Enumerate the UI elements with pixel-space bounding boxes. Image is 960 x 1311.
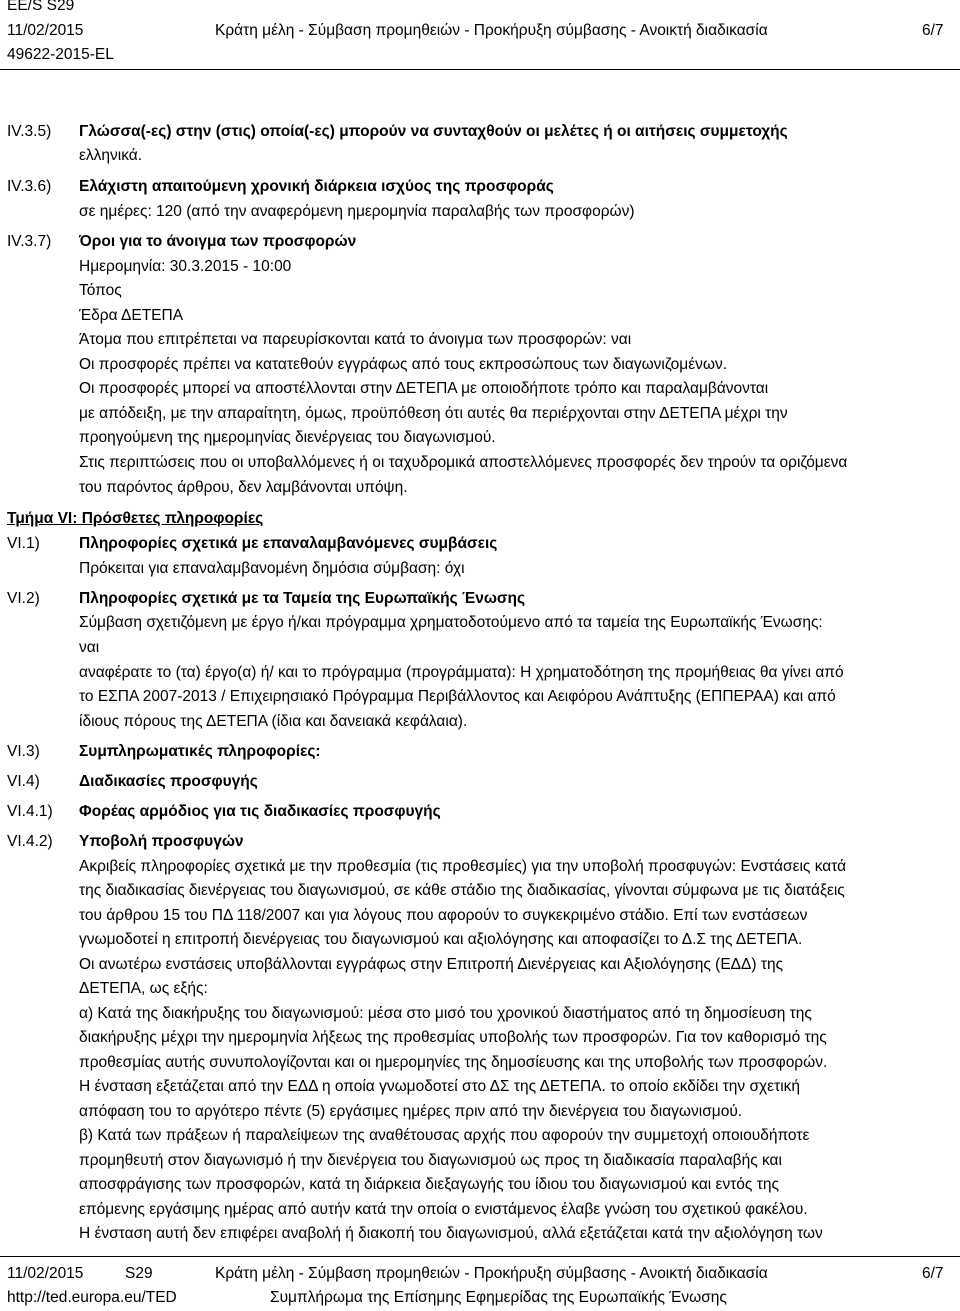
section-title-additional-info: Συμπληρωματικές πληροφορίες: xyxy=(79,743,321,760)
recurrent-value: Πρόκειται για επαναλαμβανομένη δημόσια σύμβαση: όχι xyxy=(79,560,465,577)
appeals-line: Η ένσταση αυτή δεν επιφέρει αναβολή ή διακοπή του διαγωνισμού, αλλά εξετάζεται κατά την αξιολόγηση των xyxy=(79,1225,823,1242)
appeals-line: του άρθρου 15 του ΠΔ 118/2007 και για λόγους που αφορούν το συγκεκριμένο στάδιο. Επί των ενστάσεων xyxy=(79,907,808,924)
section-number-iv-3-7: IV.3.7) xyxy=(7,233,52,250)
appeals-line: αποσφράγισης των προσφορών, κατά τη διάρκεια διεξαγωγής του ίδιου του διαγωνισμού και εντός της xyxy=(79,1176,779,1193)
page-header xyxy=(0,0,960,70)
appeals-line: ΔΕΤΕΠΑ, ως εξής: xyxy=(79,980,208,997)
opening-line: Άτομα που επιτρέπεται να παρευρίσκονται κατά το άνοιγμα των προσφορών: ναι xyxy=(79,331,632,348)
footer-divider xyxy=(0,1256,960,1257)
eu-funds-line: το ΕΣΠΑ 2007-2013 / Επιχειρησιακό Πρόγραμμα Περιβάλλοντος και Αειφόρου Ανάπτυξης (ΕΠΠΕΡΑΑ) και από xyxy=(79,688,836,705)
appeals-line: απόφαση του το αργότερο πέντε (5) εργάσιμες ημέρες πριν από την διενέργεια του διαγωνισμού. xyxy=(79,1103,743,1120)
section-number-vi-4: VI.4) xyxy=(7,773,40,790)
section-title-eu-funds: Πληροφορίες σχετικά με τα Ταμεία της Ευρωπαϊκής Ένωσης xyxy=(79,590,526,607)
validity-value: σε ημέρες: 120 (από την αναφερόμενη ημερομηνία παραλαβής των προσφορών) xyxy=(79,203,635,220)
opening-line: με απόδειξη, με την απαραίτητη, όμως, προϋπόθεση ότι αυτές θα περιέρχονται στην ΔΕΤΕΠΑ μέχρι την xyxy=(79,405,788,422)
footer-title: Κράτη μέλη - Σύμβαση προμηθειών - Προκήρυξη σύμβασης - Ανοικτή διαδικασία xyxy=(215,1265,768,1282)
opening-line: Ημερομηνία: 30.3.2015 - 10:00 xyxy=(79,258,292,275)
section-number-vi-4-2: VI.4.2) xyxy=(7,833,53,850)
header-page-number: 6/7 xyxy=(922,22,944,39)
appeals-line: προμηθευτή στον διαγωνισμό ή την διενέργεια του διαγωνισμού ως προς τη διαδικασία παραλαβής και xyxy=(79,1152,782,1169)
eu-funds-line: αναφέρατε το (τα) έργο(α) ή/ και το πρόγραμμα (προγράμματα): Η χρηματοδότηση της προμήθειας θα γίνει από xyxy=(79,664,844,681)
footer-url[interactable]: http://ted.europa.eu/TED xyxy=(7,1289,177,1306)
section-number-vi-1: VI.1) xyxy=(7,535,40,552)
header-edition: EE/S S29 xyxy=(7,0,75,14)
eu-funds-line: ίδιους πόρους της ΔΕΤΕΠΑ (ίδια και δανειακά κεφάλαια). xyxy=(79,713,468,730)
footer-series: S29 xyxy=(125,1265,153,1282)
section-title-recurrent: Πληροφορίες σχετικά με επαναλαμβανόμενες συμβάσεις xyxy=(79,535,498,552)
opening-line: Έδρα ΔΕΤΕΠΑ xyxy=(79,307,184,324)
appeals-line: Η ένσταση εξετάζεται από την ΕΔΔ η οποία γνωμοδοτεί στο ΔΣ της ΔΕΤΕΠΑ. το οποίο εκδίδει την σχετική xyxy=(79,1078,801,1095)
appeals-line: α) Κατά της διακήρυξης του διαγωνισμού: μέσα στο μισό του χρονικού διαστήματος από τη δημοσίευση της xyxy=(79,1005,812,1022)
section-title-appeals: Υποβολή προσφυγών xyxy=(79,833,244,850)
header-divider xyxy=(0,69,960,70)
appeals-line: γνωμοδοτεί η επιτροπή διενέργειας του διαγωνισμού και αξιολόγησης και αποφασίζει το Δ.Σ της ΔΕΤΕΠΑ. xyxy=(79,931,803,948)
section-title-opening: Όροι για το άνοιγμα των προσφορών xyxy=(79,233,357,250)
eu-funds-line: Σύμβαση σχετιζόμενη με έργο ή/και πρόγραμμα χρηματοδοτούμενο από τα ταμεία της Ευρωπαϊκής Ένωσης: xyxy=(79,614,823,631)
appeals-line: Οι ανωτέρω ενστάσεις υποβάλλονται εγγράφως στην Επιτροπή Διενέργειας και Αξιολόγησης (ΕΔΔ) της xyxy=(79,956,784,973)
section-title-languages: Γλώσσα(-ες) στην (στις) οποία(-ες) μπορούν να συνταχθούν οι μελέτες ή οι αιτήσεις συμμετοχής xyxy=(79,123,788,140)
section-number-vi-2: VI.2) xyxy=(7,590,40,607)
section-vi-heading: Τμήμα VI: Πρόσθετες πληροφορίες xyxy=(7,510,264,527)
opening-line: Στις περιπτώσεις που οι υποβαλλόμενες ή οι ταχυδρομικά αποστελλόμενες προσφορές δεν τηρούν τα οριζόμενα xyxy=(79,454,848,471)
appeals-line: προθεσμίας αυτής συνυπολογίζονται και οι ημερομηνίες της δημοσίευσης και της υποβολής των προσφορών. xyxy=(79,1054,828,1071)
opening-line: Τόπος xyxy=(79,282,122,299)
section-number-vi-3: VI.3) xyxy=(7,743,40,760)
section-title-review: Διαδικασίες προσφυγής xyxy=(79,773,258,790)
appeals-line: Ακριβείς πληροφορίες σχετικά με την προθεσμία (τις προθεσμίες) για την υποβολή προσφυγών: Ενστάσεις κατά xyxy=(79,858,847,875)
appeals-line: διακήρυξης μέχρι την ημερομηνία λήξεως της προθεσμίας υποβολής των προσφορών. Για τον καθορισμό της xyxy=(79,1029,827,1046)
appeals-line: β) Κατά των πράξεων ή παραλείψεων της αναθέτουσας αρχής που αφορούν την συμμετοχή οποιουδήποτε xyxy=(79,1127,810,1144)
section-title-validity: Ελάχιστη απαιτούμενη χρονική διάρκεια ισχύος της προσφοράς xyxy=(79,178,554,195)
header-doc-id: 49622-2015-EL xyxy=(7,46,114,63)
footer-page-number: 6/7 xyxy=(922,1265,944,1282)
section-number-iv-3-5: IV.3.5) xyxy=(7,123,52,140)
footer-subtitle: Συμπλήρωμα της Επίσημης Εφημερίδας της Ευρωπαϊκής Ένωσης xyxy=(270,1289,727,1306)
header-date: 11/02/2015 xyxy=(7,22,84,39)
opening-line: Οι προσφορές πρέπει να κατατεθούν εγγράφως από τους εκπροσώπους των διαγωνιζομένων. xyxy=(79,356,728,373)
appeals-line: επόμενης εργάσιμης ημέρας από αυτήν κατά την οποία ο ενιστάμενος έλαβε γνώση του σχετικού φακέλου. xyxy=(79,1201,808,1218)
languages-value: ελληνικά. xyxy=(79,147,143,164)
footer-date: 11/02/2015 xyxy=(7,1265,84,1282)
opening-line: του παρόντος άρθρου, δεν λαμβάνονται υπόψη. xyxy=(79,479,408,496)
opening-line: προηγούμενη της ημερομηνίας διενέργειας του διαγωνισμού. xyxy=(79,429,496,446)
header-title: Κράτη μέλη - Σύμβαση προμηθειών - Προκήρυξη σύμβασης - Ανοικτή διαδικασία xyxy=(215,22,768,39)
opening-line: Οι προσφορές μπορεί να αποστέλλονται στην ΔΕΤΕΠΑ με οποιοδήποτε τρόπο και παραλαμβάνονται xyxy=(79,380,769,397)
section-title-review-body: Φορέας αρμόδιος για τις διαδικασίες προσφυγής xyxy=(79,803,441,820)
section-number-vi-4-1: VI.4.1) xyxy=(7,803,53,820)
eu-funds-line: ναι xyxy=(79,639,100,656)
section-number-iv-3-6: IV.3.6) xyxy=(7,178,52,195)
appeals-line: της διαδικασίας διενέργειας του διαγωνισμού, σε κάθε στάδιο της διαδικασίας, γίνονται σύμφωνα με τις διατάξεις xyxy=(79,882,845,899)
